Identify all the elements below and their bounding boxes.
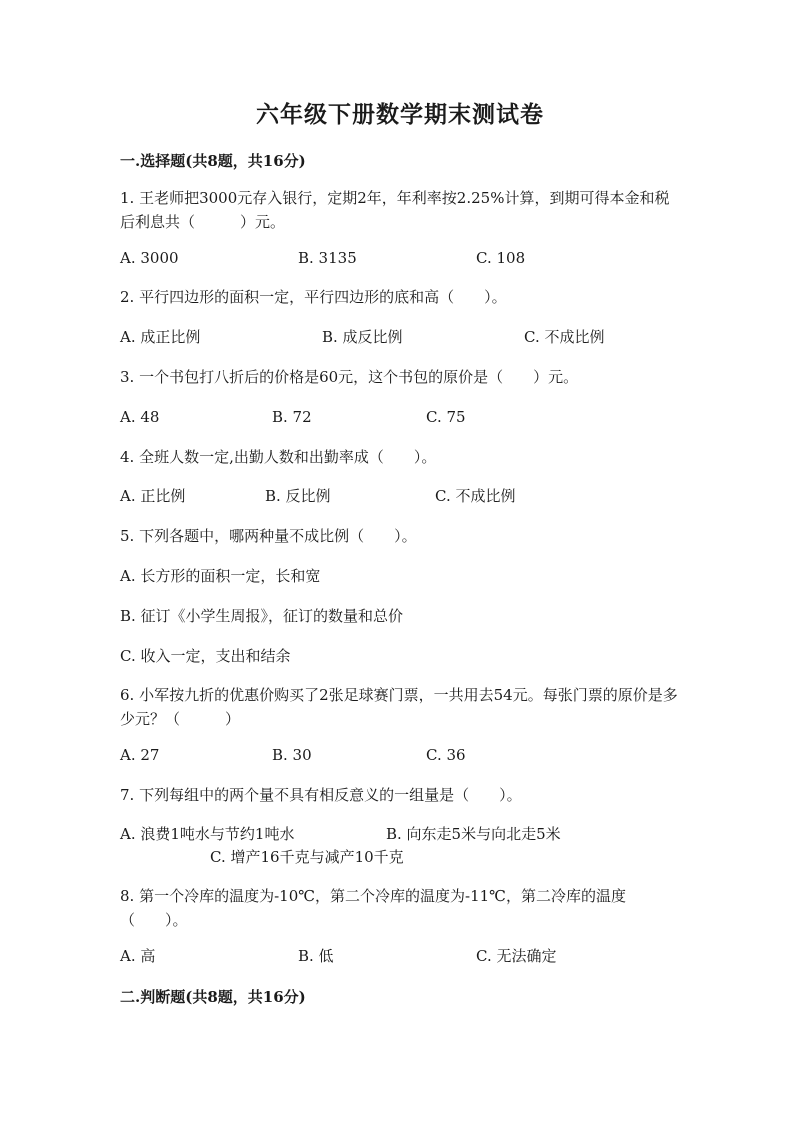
page-title: 六年级下册数学期末测试卷: [256, 101, 544, 128]
question-7-option-b: B. 向东走5米与向北走5米: [386, 825, 561, 843]
question-1-option-b: B. 3135: [298, 249, 357, 267]
question-4-option-c: C. 不成比例: [435, 487, 516, 505]
question-8-stem: 8. 第一个冷库的温度为-10℃，第二个冷库的温度为-11℃，第二冷库的温度（ ）。: [120, 887, 626, 929]
question-5-option-a: A. 长方形的面积一定，长和宽: [120, 567, 321, 585]
question-1-option-a: A. 3000: [120, 249, 179, 267]
question-1-option-c: C. 108: [476, 249, 526, 267]
question-8-option-c: C. 无法确定: [476, 947, 557, 965]
question-7-option-a: A. 浪费1吨水与节约1吨水: [120, 825, 295, 843]
question-8-option-a: A. 高: [120, 947, 156, 965]
question-7-stem: 7. 下列每组中的两个量不具有相反意义的一组量是（ ）。: [120, 786, 522, 804]
section-heading-choice: 一.选择题(共8题，共16分): [120, 152, 306, 170]
question-6-option-a: A. 27: [120, 746, 160, 764]
question-8-option-b: B. 低: [298, 947, 334, 965]
question-5-stem: 5. 下列各题中，哪两种量不成比例（ ）。: [120, 527, 417, 545]
question-2-option-a: A. 成正比例: [120, 328, 201, 346]
question-3-option-c: C. 75: [426, 408, 466, 426]
question-6-option-c: C. 36: [426, 746, 466, 764]
question-7-option-c: C. 增产16千克与减产10千克: [210, 848, 404, 866]
question-2-stem: 2. 平行四边形的面积一定，平行四边形的底和高（ ）。: [120, 288, 507, 306]
question-4-stem: 4. 全班人数一定,出勤人数和出勤率成（ ）。: [120, 448, 437, 466]
question-3-stem: 3. 一个书包打八折后的价格是60元，这个书包的原价是（ ）元。: [120, 368, 579, 386]
section-heading-true-false: 二.判断题(共8题，共16分): [120, 988, 306, 1006]
question-6-stem: 6. 小军按九折的优惠价购买了2张足球赛门票，一共用去54元。每张门票的原价是多少元？（ ）: [120, 686, 678, 728]
question-4-option-a: A. 正比例: [120, 487, 186, 505]
question-5-option-b: B. 征订《小学生周报》，征订的数量和总价: [120, 607, 404, 625]
question-3-option-a: A. 48: [120, 408, 160, 426]
question-3-option-b: B. 72: [272, 408, 312, 426]
question-1-stem: 1. 王老师把3000元存入银行，定期2年，年利率按2.25%计算，到期可得本金和税后利息共（ ）元。: [120, 189, 670, 231]
question-4-option-b: B. 反比例: [265, 487, 331, 505]
question-2-option-c: C. 不成比例: [524, 328, 605, 346]
question-5-option-c: C. 收入一定，支出和结余: [120, 647, 291, 665]
question-6-option-b: B. 30: [272, 746, 312, 764]
question-2-option-b: B. 成反比例: [322, 328, 403, 346]
